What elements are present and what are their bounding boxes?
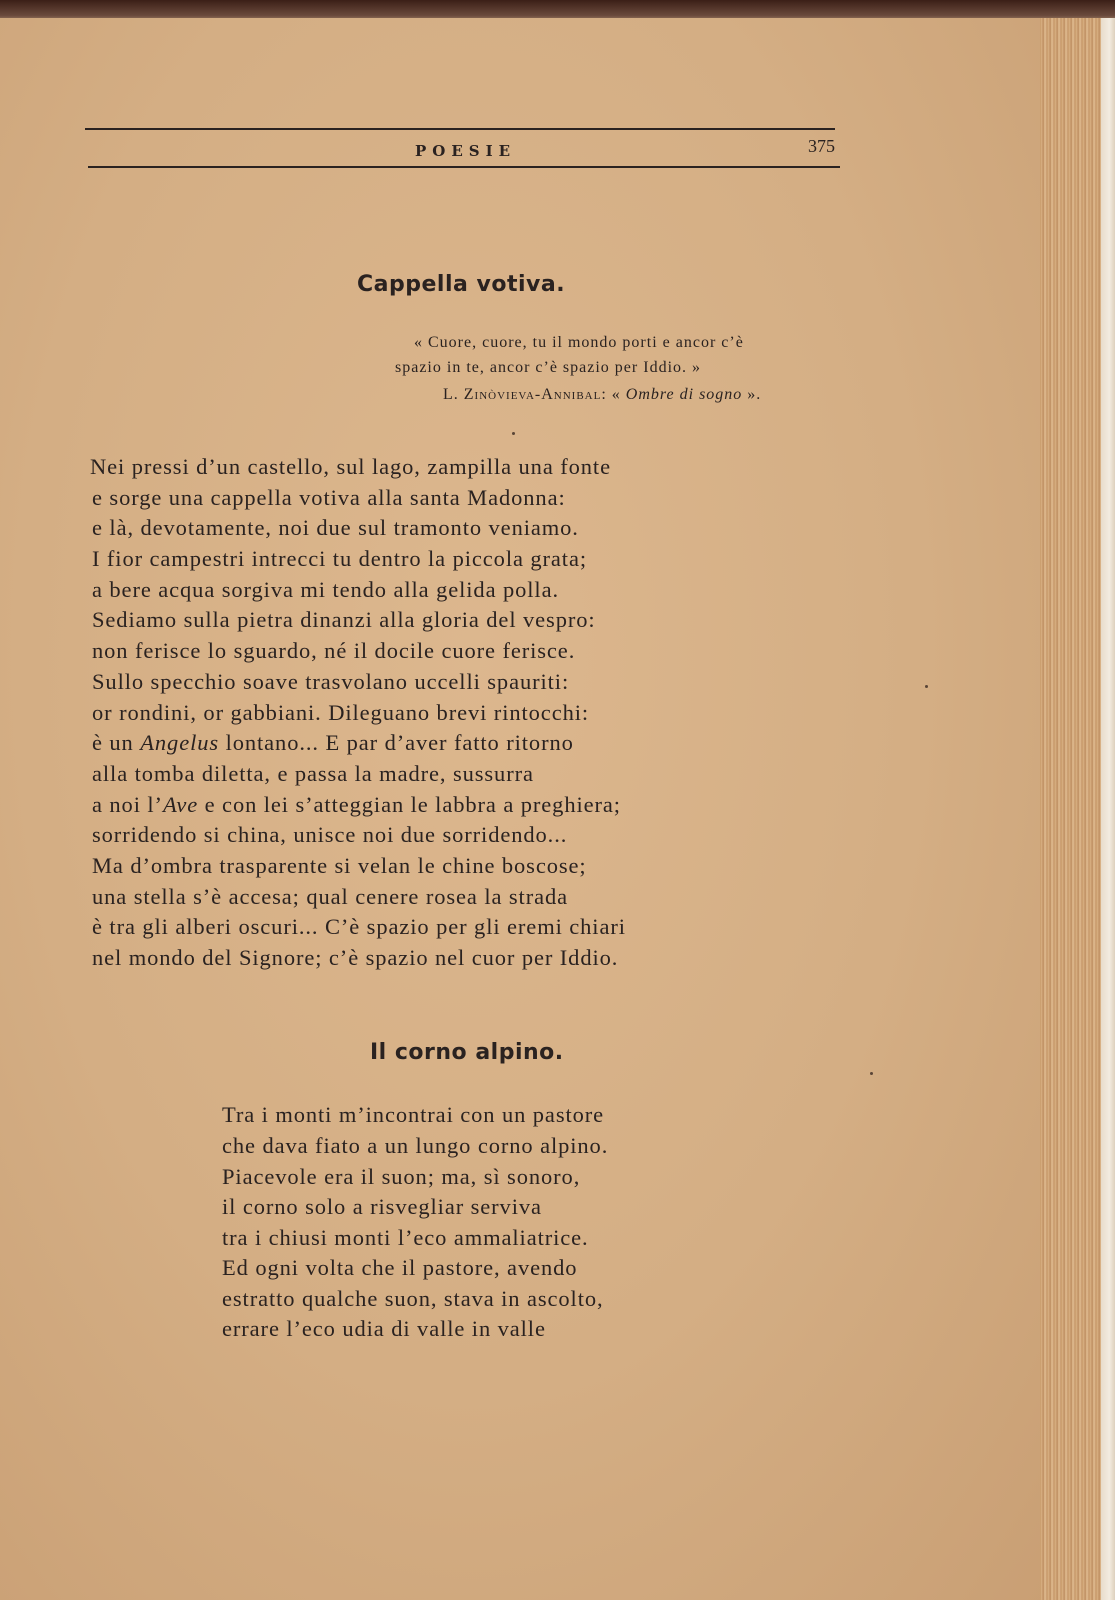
page-edges bbox=[1040, 18, 1115, 1600]
verse-line bbox=[92, 730, 574, 756]
poem-title-cappella-votiva: Cappella votiva. bbox=[357, 272, 566, 297]
verse-line: non ferisce lo sguardo, né il docile cuore ferisce. bbox=[92, 638, 576, 663]
verse-line: errare l’eco udia di valle in valle bbox=[222, 1316, 546, 1341]
verse-line: sorridendo si china, unisce noi due sorridendo... bbox=[92, 822, 568, 847]
running-head-section: POESIE bbox=[415, 142, 517, 160]
verse-line: tra i chiusi monti l’eco ammaliatrice. bbox=[222, 1225, 589, 1250]
header-rule-bottom bbox=[88, 166, 840, 168]
epigraph-attribution-sep: : « bbox=[601, 386, 626, 403]
epigraph-line-1: « Cuore, cuore, tu il mondo porti e ancor c’è bbox=[414, 334, 744, 351]
epigraph-line-2: spazio in te, ancor c’è spazio per Iddio. » bbox=[395, 359, 702, 376]
paper-speck bbox=[512, 432, 515, 435]
verse-line: a bere acqua sorgiva mi tendo alla gelida polla. bbox=[92, 577, 559, 602]
verse-line: Nei pressi d’un castello, sul lago, zampilla una fonte bbox=[90, 454, 611, 479]
verse-fragment-italic: Ave bbox=[162, 792, 199, 817]
verse-fragment: e con lei s’atteggian le labbra a preghiera; bbox=[198, 792, 621, 817]
poem-title-il-corno-alpino: Il corno alpino. bbox=[370, 1040, 564, 1065]
verse-fragment: a noi l’ bbox=[92, 792, 163, 817]
verse-fragment: è un bbox=[92, 730, 141, 755]
verse-line: che dava fiato a un lungo corno alpino. bbox=[222, 1133, 609, 1158]
verse-line: è tra gli alberi oscuri... C’è spazio per gli eremi chiari bbox=[92, 914, 626, 939]
verse-line: e là, devotamente, noi due sul tramonto veniamo. bbox=[92, 515, 579, 540]
verse-line: Piacevole era il suon; ma, sì sonoro, bbox=[222, 1164, 581, 1189]
verse-line: I fior campestri intrecci tu dentro la piccola grata; bbox=[92, 546, 587, 571]
verse-line: estratto qualche suon, stava in ascolto, bbox=[222, 1286, 604, 1311]
epigraph-work: Ombre di sogno bbox=[625, 386, 743, 403]
verse-line: nel mondo del Signore; c’è spazio nel cuor per Iddio. bbox=[92, 945, 619, 970]
epigraph-attribution-end: ». bbox=[742, 386, 762, 403]
verse-fragment-italic: Angelus bbox=[140, 730, 220, 755]
verse-line bbox=[92, 792, 621, 818]
verse-line: Ma d’ombra trasparente si velan le chine boscose; bbox=[92, 853, 587, 878]
verse-line: Sediamo sulla pietra dinanzi alla gloria del vespro: bbox=[92, 607, 596, 632]
verse-line: alla tomba diletta, e passa la madre, sussurra bbox=[92, 761, 534, 786]
verse-line: il corno solo a risvegliar serviva bbox=[222, 1194, 542, 1219]
epigraph-attribution bbox=[443, 386, 761, 404]
epigraph-author: L. Zinòvieva-Annibal bbox=[443, 386, 602, 403]
header-rule-top bbox=[85, 128, 835, 130]
verse-line: Sullo specchio soave trasvolano uccelli spauriti: bbox=[92, 669, 570, 694]
verse-fragment: lontano... E par d’aver fatto ritorno bbox=[219, 730, 574, 755]
paper-speck bbox=[870, 1072, 873, 1075]
verse-line: e sorge una cappella votiva alla santa Madonna: bbox=[92, 485, 566, 510]
verse-line: or rondini, or gabbiani. Dileguano brevi rintocchi: bbox=[92, 700, 590, 725]
paper-speck bbox=[925, 685, 928, 688]
verse-line: Ed ogni volta che il pastore, avendo bbox=[222, 1255, 578, 1280]
verse-line: una stella s’è accesa; qual cenere rosea la strada bbox=[92, 884, 569, 909]
page-number: 375 bbox=[808, 136, 835, 156]
verse-line: Tra i monti m’incontrai con un pastore bbox=[222, 1102, 605, 1127]
